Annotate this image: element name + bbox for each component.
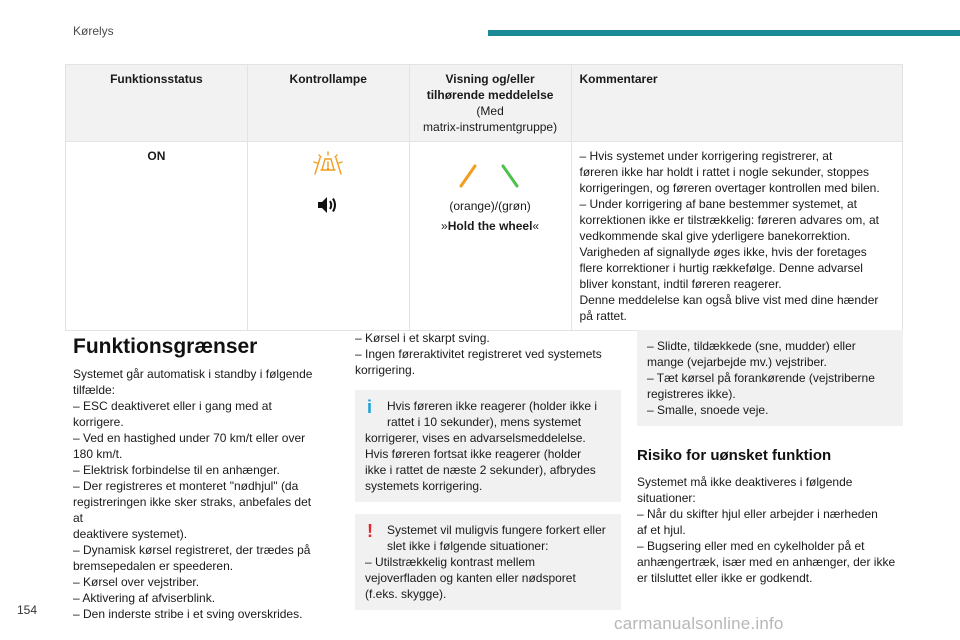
- message-text: Hold the wheel: [447, 219, 533, 233]
- lamp-cell: [247, 142, 409, 331]
- header-display: [409, 65, 571, 142]
- alert-box-continued: – Slidte, tildækkede (sne, mudder) eller mange (vejarbejde mv.) vejstriber. – Tæt kørsel på forankørende (vejstriberne registreres ikke). – Smalle, snoede veje.: [637, 330, 903, 426]
- info-box: [355, 390, 621, 502]
- lane-lines-icon: [455, 160, 525, 190]
- section-title: Funktionsgrænser: [73, 335, 258, 358]
- column-right: [637, 330, 903, 586]
- display-message: [418, 218, 563, 234]
- status-value: ON: [66, 142, 248, 331]
- table-row: [66, 142, 903, 331]
- lane-keep-warning-icon: [311, 150, 345, 180]
- column-left: [73, 330, 323, 622]
- speaker-sound-icon: [315, 194, 341, 216]
- message-open-quote: »: [441, 219, 448, 233]
- function-status-table: [65, 64, 903, 331]
- header-status: Funktionsstatus: [66, 65, 248, 142]
- display-cell: [409, 142, 571, 331]
- header-display-bold: Visning og/eller tilhørende meddelelse: [426, 72, 554, 102]
- message-close-quote: «: [532, 219, 540, 233]
- page-number: 154: [17, 603, 38, 617]
- watermark: carmanualsonline.info: [614, 614, 784, 633]
- green-lane-line: [503, 166, 517, 186]
- table-header-row: [66, 65, 903, 142]
- header-display-note: (Med matrix-instrumentgruppe): [423, 104, 558, 134]
- header-comments: Kommentarer: [571, 65, 902, 142]
- standby-conditions-continued: – Kørsel i et skarpt sving. – Ingen føreraktivitet registreret ved systemets korrigering.: [355, 331, 602, 377]
- standby-conditions-text: Systemet går automatisk i standby i følgende tilfælde: – ESC deaktiveret eller i gang med at korrigere. – Ved en hastighed under 70 km/t eller over 180 km/t. – Elektrisk forbindelse til en anhænger. – Der registreres et monteret "nødhjul" (da registreringen ikke sker straks, anbefales det at deaktivere systemet). – Dynamisk kørsel registreret, der trædes på bremsepedalen er speederen. – Kørsel over vejstriber. – Aktivering af afviserblink. – Den inderste stribe i et sving overskrides.: [73, 367, 313, 621]
- orange-lane-line: [461, 166, 475, 186]
- unwanted-function-text: Systemet må ikke deaktiveres i følgende situationer: – Når du skifter hjul eller arbejder i nærheden af et hjul. – Bugsering eller med en cykelholder på et anhængertræk, især med en anhænger, der ikke er tilsluttet eller ikke er godkendt.: [637, 475, 896, 585]
- comment-text: – Hvis systemet under korrigering registrerer, at føreren ikke har holdt i rattet i nogle sekunder, stoppes korrigeringen, og føreren overtager kontrollen med bilen. – Under korrigering af bane bestemmer systemet, at korrektionen ikke er tilstrækkelig: føreren advares om, at vedkommende skal give yderligere banekorrektion. Varigheden af signallyde øges ikke, hvis der foretages flere korrektioner i hurtig rækkefølge. Denne advarsel bliver konstant, indtil føreren reagerer. Denne meddelelse kan også blive vist med dine hænder på rattet.: [571, 142, 902, 331]
- alert-text-first: Systemet vil muligvis fungere forkert eller slet ikke i følgende situationer:: [387, 523, 606, 553]
- section-label: Kørelys: [73, 24, 114, 38]
- column-middle: [355, 330, 621, 610]
- section-accent-bar: [488, 30, 960, 36]
- subsection-title: Risiko for uønsket funktion: [637, 447, 832, 464]
- display-colors: (orange)/(grøn): [449, 199, 531, 213]
- info-text-first: Hvis føreren ikke reagerer (holder ikke i rattet i 10 sekunder), mens systemet: [387, 399, 598, 429]
- alert-text-rest: – Utilstrækkelig kontrast mellem vejoverfladen og kanten eller nødsporet (f.eks. skygge).: [365, 555, 576, 601]
- alert-box: [355, 514, 621, 610]
- alert-icon: !: [367, 521, 373, 541]
- info-text-rest: korrigerer, vises en advarselsmeddelelse. Hvis føreren fortsat ikke reagerer (holder ikke i rattet de næste 2 sekunder), afbrydes systemets korrigering.: [365, 431, 596, 493]
- info-icon: i: [367, 397, 373, 417]
- header-lamp: Kontrollampe: [247, 65, 409, 142]
